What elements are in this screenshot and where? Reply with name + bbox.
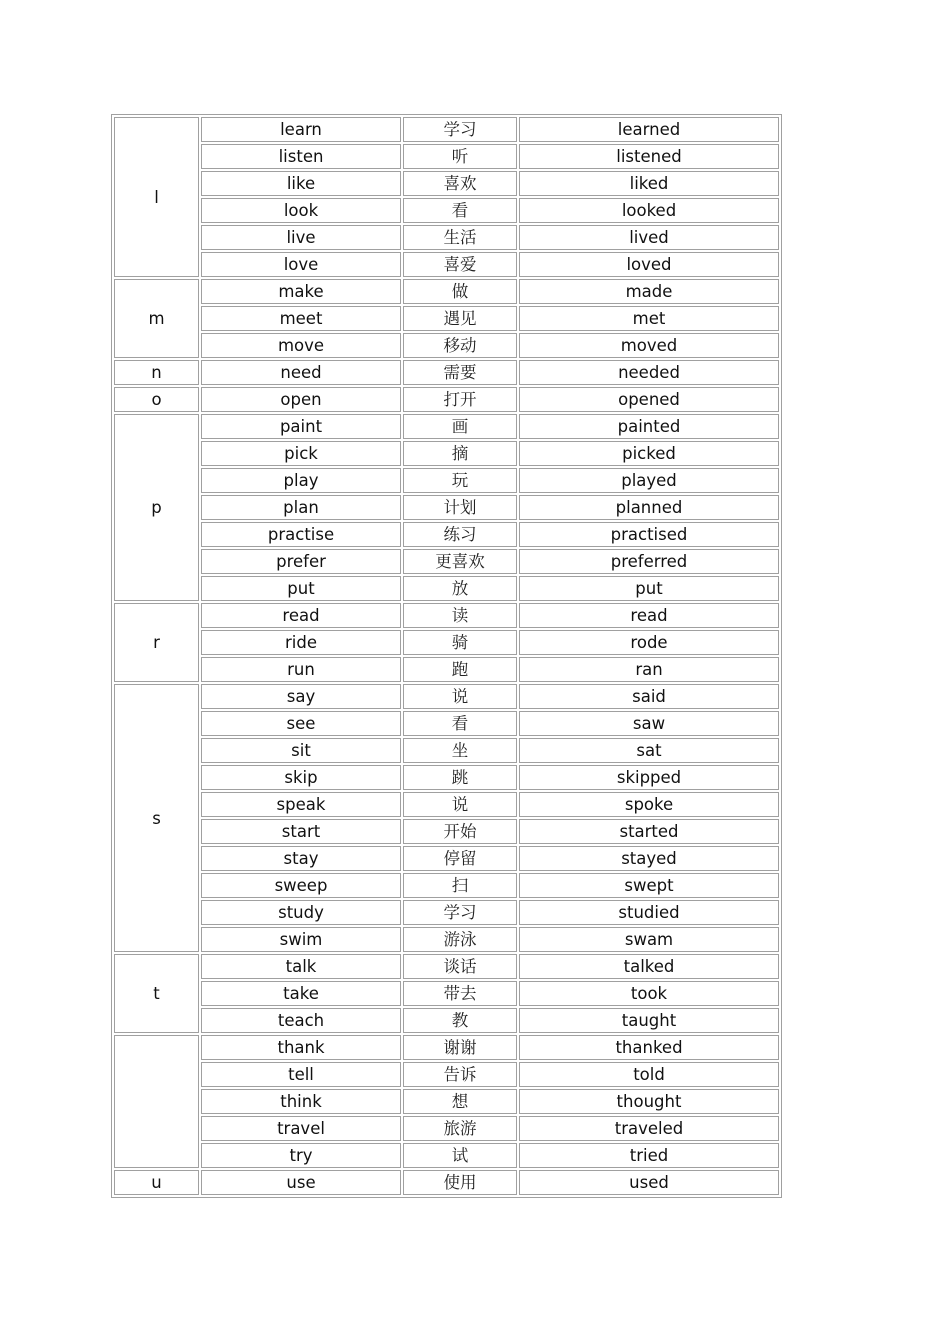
table-row: [114, 468, 779, 493]
verb-cell: play: [201, 468, 401, 493]
verb-cell: pick: [201, 441, 401, 466]
past-tense-cell: needed: [519, 360, 779, 385]
verb-cell: thank: [201, 1035, 401, 1060]
past-tense-cell: moved: [519, 333, 779, 358]
past-tense-cell: used: [519, 1170, 779, 1195]
table-row: [114, 927, 779, 952]
past-tense-cell: lived: [519, 225, 779, 250]
chinese-meaning-cell: 带去: [403, 981, 517, 1006]
past-tense-cell: liked: [519, 171, 779, 196]
past-tense-cell: ran: [519, 657, 779, 682]
chinese-meaning-cell: 读: [403, 603, 517, 628]
verb-cell: like: [201, 171, 401, 196]
chinese-meaning-cell: 喜爱: [403, 252, 517, 277]
past-tense-cell: thought: [519, 1089, 779, 1114]
verb-cell: ride: [201, 630, 401, 655]
chinese-meaning-cell: 谢谢: [403, 1035, 517, 1060]
past-tense-cell: sat: [519, 738, 779, 763]
chinese-meaning-cell: 需要: [403, 360, 517, 385]
table-row: [114, 252, 779, 277]
past-tense-cell: took: [519, 981, 779, 1006]
verb-cell: travel: [201, 1116, 401, 1141]
table-row: [114, 1062, 779, 1087]
table-row: [114, 711, 779, 736]
group-letter: l: [114, 117, 199, 277]
table-row: [114, 657, 779, 682]
verb-cell: open: [201, 387, 401, 412]
chinese-meaning-cell: 看: [403, 198, 517, 223]
past-tense-cell: said: [519, 684, 779, 709]
table-row: [114, 225, 779, 250]
verb-cell: skip: [201, 765, 401, 790]
chinese-meaning-cell: 玩: [403, 468, 517, 493]
chinese-meaning-cell: 移动: [403, 333, 517, 358]
past-tense-cell: made: [519, 279, 779, 304]
verb-cell: live: [201, 225, 401, 250]
chinese-meaning-cell: 画: [403, 414, 517, 439]
verb-cell: practise: [201, 522, 401, 547]
chinese-meaning-cell: 更喜欢: [403, 549, 517, 574]
past-tense-cell: read: [519, 603, 779, 628]
table-row: [114, 441, 779, 466]
chinese-meaning-cell: 教: [403, 1008, 517, 1033]
verb-cell: swim: [201, 927, 401, 952]
chinese-meaning-cell: 想: [403, 1089, 517, 1114]
past-tense-cell: loved: [519, 252, 779, 277]
table-row: [114, 981, 779, 1006]
verb-cell: look: [201, 198, 401, 223]
past-tense-cell: skipped: [519, 765, 779, 790]
verb-cell: teach: [201, 1008, 401, 1033]
past-tense-cell: told: [519, 1062, 779, 1087]
past-tense-cell: taught: [519, 1008, 779, 1033]
chinese-meaning-cell: 听: [403, 144, 517, 169]
verb-cell: stay: [201, 846, 401, 871]
chinese-meaning-cell: 练习: [403, 522, 517, 547]
chinese-meaning-cell: 放: [403, 576, 517, 601]
chinese-meaning-cell: 谈话: [403, 954, 517, 979]
chinese-meaning-cell: 游泳: [403, 927, 517, 952]
chinese-meaning-cell: 旅游: [403, 1116, 517, 1141]
table-row: [114, 198, 779, 223]
verb-cell: see: [201, 711, 401, 736]
verb-cell: start: [201, 819, 401, 844]
chinese-meaning-cell: 计划: [403, 495, 517, 520]
table-row: [114, 333, 779, 358]
past-tense-cell: saw: [519, 711, 779, 736]
past-tense-cell: learned: [519, 117, 779, 142]
chinese-meaning-cell: 告诉: [403, 1062, 517, 1087]
verb-cell: run: [201, 657, 401, 682]
verb-cell: try: [201, 1143, 401, 1168]
chinese-meaning-cell: 扫: [403, 873, 517, 898]
chinese-meaning-cell: 看: [403, 711, 517, 736]
table-row: [114, 738, 779, 763]
chinese-meaning-cell: 跑: [403, 657, 517, 682]
group-letter: r: [114, 603, 199, 682]
table-row: [114, 549, 779, 574]
past-tense-cell: tried: [519, 1143, 779, 1168]
table-row: [114, 900, 779, 925]
table-row: [114, 954, 779, 979]
table-row: [114, 1089, 779, 1114]
chinese-meaning-cell: 试: [403, 1143, 517, 1168]
verb-cell: paint: [201, 414, 401, 439]
past-tense-cell: looked: [519, 198, 779, 223]
table-row: [114, 360, 779, 385]
chinese-meaning-cell: 做: [403, 279, 517, 304]
chinese-meaning-cell: 停留: [403, 846, 517, 871]
past-tense-cell: opened: [519, 387, 779, 412]
table-row: [114, 306, 779, 331]
verb-cell: put: [201, 576, 401, 601]
chinese-meaning-cell: 开始: [403, 819, 517, 844]
past-tense-cell: painted: [519, 414, 779, 439]
verb-cell: meet: [201, 306, 401, 331]
verb-cell: need: [201, 360, 401, 385]
chinese-meaning-cell: 遇见: [403, 306, 517, 331]
group-letter: t: [114, 954, 199, 1033]
group-letter: s: [114, 684, 199, 952]
table-row: [114, 387, 779, 412]
table-row: [114, 684, 779, 709]
table-row: [114, 1143, 779, 1168]
chinese-meaning-cell: 喜欢: [403, 171, 517, 196]
chinese-meaning-cell: 说: [403, 684, 517, 709]
verb-cell: learn: [201, 117, 401, 142]
group-letter: n: [114, 360, 199, 385]
table-row: [114, 846, 779, 871]
table-row: [114, 117, 779, 142]
past-tense-cell: planned: [519, 495, 779, 520]
verb-cell: plan: [201, 495, 401, 520]
table-row: [114, 1116, 779, 1141]
chinese-meaning-cell: 坐: [403, 738, 517, 763]
verb-cell: love: [201, 252, 401, 277]
chinese-meaning-cell: 使用: [403, 1170, 517, 1195]
past-tense-cell: met: [519, 306, 779, 331]
table-row: [114, 819, 779, 844]
group-letter: [114, 1035, 199, 1168]
chinese-meaning-cell: 生活: [403, 225, 517, 250]
chinese-meaning-cell: 说: [403, 792, 517, 817]
past-tense-cell: practised: [519, 522, 779, 547]
table-row: [114, 603, 779, 628]
verb-cell: move: [201, 333, 401, 358]
table-row: [114, 576, 779, 601]
past-tense-cell: put: [519, 576, 779, 601]
past-tense-cell: studied: [519, 900, 779, 925]
verb-cell: think: [201, 1089, 401, 1114]
table-row: [114, 1008, 779, 1033]
chinese-meaning-cell: 学习: [403, 117, 517, 142]
past-tense-cell: spoke: [519, 792, 779, 817]
verb-cell: tell: [201, 1062, 401, 1087]
verb-cell: prefer: [201, 549, 401, 574]
verb-cell: sweep: [201, 873, 401, 898]
verb-cell: study: [201, 900, 401, 925]
table-row: [114, 765, 779, 790]
verb-table: [111, 114, 782, 1198]
verb-cell: listen: [201, 144, 401, 169]
chinese-meaning-cell: 跳: [403, 765, 517, 790]
past-tense-cell: rode: [519, 630, 779, 655]
past-tense-cell: traveled: [519, 1116, 779, 1141]
chinese-meaning-cell: 打开: [403, 387, 517, 412]
verb-cell: use: [201, 1170, 401, 1195]
table-row: [114, 873, 779, 898]
chinese-meaning-cell: 摘: [403, 441, 517, 466]
verb-table-container: [111, 114, 782, 1198]
table-row: [114, 279, 779, 304]
past-tense-cell: thanked: [519, 1035, 779, 1060]
verb-cell: talk: [201, 954, 401, 979]
past-tense-cell: stayed: [519, 846, 779, 871]
group-letter: m: [114, 279, 199, 358]
verb-cell: sit: [201, 738, 401, 763]
past-tense-cell: preferred: [519, 549, 779, 574]
past-tense-cell: played: [519, 468, 779, 493]
past-tense-cell: picked: [519, 441, 779, 466]
group-letter: p: [114, 414, 199, 601]
group-letter: u: [114, 1170, 199, 1195]
chinese-meaning-cell: 骑: [403, 630, 517, 655]
past-tense-cell: swam: [519, 927, 779, 952]
past-tense-cell: swept: [519, 873, 779, 898]
table-row: [114, 171, 779, 196]
verb-cell: make: [201, 279, 401, 304]
table-row: [114, 495, 779, 520]
past-tense-cell: listened: [519, 144, 779, 169]
table-row: [114, 414, 779, 439]
verb-table-body: [114, 117, 779, 1195]
verb-cell: take: [201, 981, 401, 1006]
verb-cell: read: [201, 603, 401, 628]
chinese-meaning-cell: 学习: [403, 900, 517, 925]
group-letter: o: [114, 387, 199, 412]
verb-cell: speak: [201, 792, 401, 817]
table-row: [114, 792, 779, 817]
table-row: [114, 630, 779, 655]
past-tense-cell: talked: [519, 954, 779, 979]
verb-cell: say: [201, 684, 401, 709]
table-row: [114, 1170, 779, 1195]
table-row: [114, 1035, 779, 1060]
table-row: [114, 144, 779, 169]
table-row: [114, 522, 779, 547]
past-tense-cell: started: [519, 819, 779, 844]
